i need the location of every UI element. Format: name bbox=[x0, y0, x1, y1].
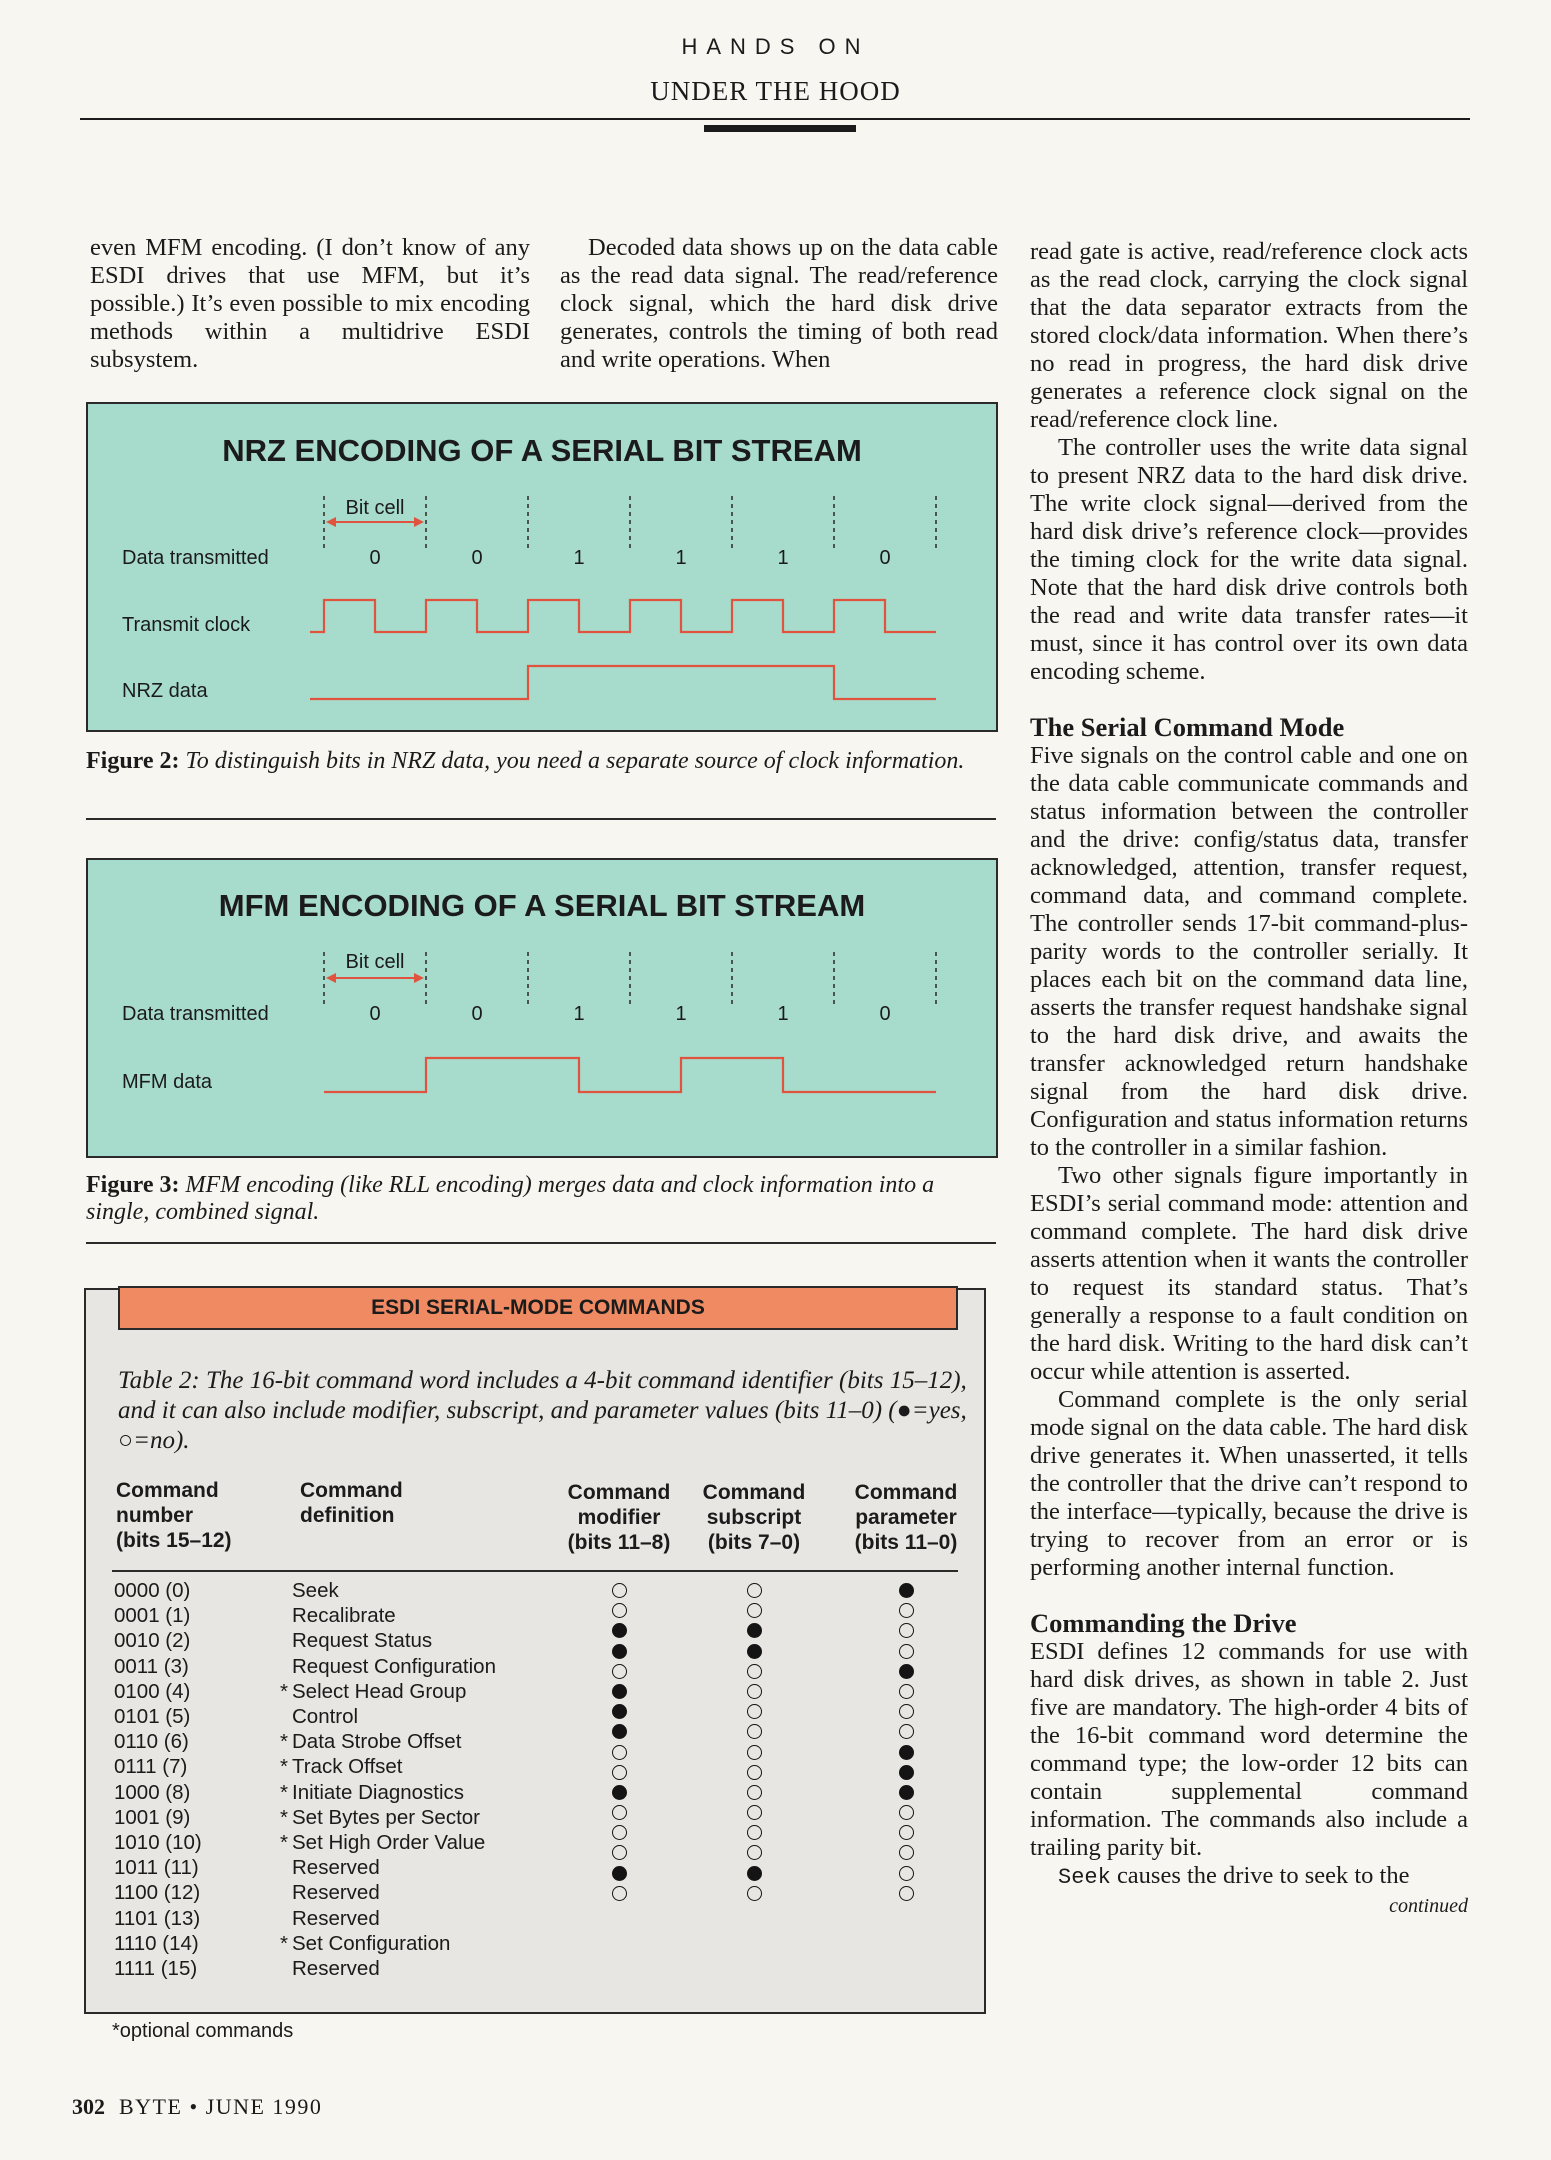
cell-command-number: 0100 (4) bbox=[114, 1679, 191, 1703]
empty-circle-icon bbox=[747, 1684, 762, 1699]
cell-command-number: 1110 (14) bbox=[114, 1931, 199, 1955]
transmit-clock-signal bbox=[310, 600, 936, 632]
cell-command-number: 1111 (15) bbox=[114, 1957, 198, 1981]
definition-text: Select Head Group bbox=[292, 1679, 467, 1703]
bit-value: 1 bbox=[675, 547, 687, 569]
definition-text: Set High Order Value bbox=[292, 1831, 486, 1855]
definition-text: Set Bytes per Sector bbox=[292, 1805, 481, 1829]
empty-circle-icon bbox=[612, 1603, 627, 1618]
filled-circle-icon bbox=[612, 1704, 627, 1719]
optional-asterisk: * bbox=[280, 1831, 288, 1855]
bit-cell-label: Bit cell bbox=[345, 951, 405, 973]
definition-text: Recalibrate bbox=[292, 1604, 396, 1628]
page-footer bbox=[72, 2094, 322, 2120]
nrz-data-signal bbox=[310, 666, 936, 699]
empty-circle-icon bbox=[747, 1583, 762, 1598]
optional-asterisk: * bbox=[280, 1931, 288, 1955]
definition-text: Initiate Diagnostics bbox=[292, 1780, 465, 1804]
column-command-parameter bbox=[891, 1578, 921, 1906]
empty-circle-icon bbox=[899, 1845, 914, 1860]
cell-command-definition bbox=[280, 1679, 560, 1704]
figure-3-caption: Figure 3: MFM encoding (like RLL encoding) merges data and clock information into a single, combined signal. bbox=[86, 1172, 935, 1225]
cell-command-definition bbox=[280, 1729, 560, 1754]
filled-circle-icon bbox=[612, 1785, 627, 1800]
filled-circle-icon bbox=[899, 1664, 914, 1679]
paragraph: Decoded data shows up on the data cable as the read data signal. The read/reference clock signal, which the hard disk drive generates, controls the timing of both read and write operations. When bbox=[560, 234, 998, 373]
cell-command-number: 1001 (9) bbox=[114, 1805, 191, 1829]
section-title: UNDER THE HOOD bbox=[650, 76, 901, 106]
definition-text: Set Configuration bbox=[292, 1931, 451, 1955]
bit-value: 1 bbox=[777, 1003, 789, 1025]
empty-circle-icon bbox=[747, 1704, 762, 1719]
filled-circle-icon bbox=[899, 1765, 914, 1780]
table-footnote: *optional commands bbox=[112, 2020, 294, 2042]
optional-asterisk: * bbox=[280, 1730, 288, 1754]
mfm-data-signal bbox=[324, 1058, 936, 1092]
cell-command-number: 1100 (12) bbox=[114, 1881, 201, 1905]
column-1-text bbox=[90, 234, 530, 374]
empty-circle-icon bbox=[899, 1684, 914, 1699]
bit-value: 0 bbox=[369, 1003, 381, 1025]
row-label-data-transmitted: Data transmitted bbox=[122, 547, 269, 569]
empty-circle-icon bbox=[747, 1765, 762, 1780]
header-command-number: Command number (bits 15–12) bbox=[116, 1479, 232, 1552]
definition-text: Reserved bbox=[292, 1957, 380, 1981]
figure-3-title: MFM ENCODING OF A SERIAL BIT STREAM bbox=[218, 888, 866, 923]
cell-command-definition bbox=[280, 1628, 560, 1653]
row-label-transmit-clock: Transmit clock bbox=[122, 614, 251, 636]
arrow-left-icon bbox=[326, 517, 336, 527]
magazine-issue: BYTE • JUNE 1990 bbox=[119, 2094, 323, 2119]
cell-command-definition bbox=[280, 1654, 560, 1679]
empty-circle-icon bbox=[899, 1603, 914, 1618]
bit-value: 0 bbox=[471, 1003, 483, 1025]
cell-command-number: 0111 (7) bbox=[114, 1755, 188, 1779]
filled-circle-icon bbox=[747, 1623, 762, 1638]
page-number: 302 bbox=[72, 2094, 105, 2119]
definition-text: Reserved bbox=[292, 1856, 380, 1880]
row-label-nrz-data: NRZ data bbox=[122, 680, 208, 702]
bit-value: 0 bbox=[471, 547, 483, 569]
cell-command-number: 0000 (0) bbox=[114, 1579, 191, 1602]
cell-command-number: 0101 (5) bbox=[114, 1705, 191, 1729]
header-command-subscript: Command subscript (bits 7–0) bbox=[702, 1481, 806, 1554]
figure-3-rule bbox=[86, 1242, 996, 1244]
cell-command-number: 1101 (13) bbox=[114, 1906, 201, 1930]
filled-circle-icon bbox=[899, 1583, 914, 1598]
empty-circle-icon bbox=[612, 1886, 627, 1901]
table-2-caption: Table 2: The 16-bit command word includes a 4-bit command identifier (bits 15–12), and it can also include modifier, subscript, and parameter values (bits 11–0) (●=yes, ○=no). bbox=[118, 1367, 967, 1454]
empty-circle-icon bbox=[612, 1583, 627, 1598]
column-command-definition bbox=[280, 1578, 560, 1981]
bit-value: 1 bbox=[675, 1003, 687, 1025]
optional-asterisk: * bbox=[280, 1805, 288, 1829]
empty-circle-icon bbox=[747, 1745, 762, 1760]
filled-circle-icon bbox=[612, 1724, 627, 1739]
cell-command-definition bbox=[280, 1603, 560, 1628]
bit-value: 1 bbox=[777, 547, 789, 569]
section-kicker: HANDS ON bbox=[681, 34, 870, 59]
cell-command-number: 0010 (2) bbox=[114, 1629, 191, 1653]
empty-circle-icon bbox=[747, 1886, 762, 1901]
empty-circle-icon bbox=[612, 1805, 627, 1820]
row-label-mfm-data: MFM data bbox=[122, 1071, 213, 1093]
empty-circle-icon bbox=[899, 1623, 914, 1638]
arrow-left-icon bbox=[326, 973, 336, 983]
header-bar bbox=[704, 125, 856, 132]
empty-circle-icon bbox=[747, 1785, 762, 1800]
bit-value: 0 bbox=[369, 547, 381, 569]
definition-text: Reserved bbox=[292, 1881, 380, 1905]
cell-command-definition bbox=[280, 1704, 560, 1729]
arrow-right-icon bbox=[414, 973, 424, 983]
filled-circle-icon bbox=[612, 1623, 627, 1638]
paragraph: Command complete is the only serial mode signal on the data cable. The hard disk drive generates it. When unasserted, it tells the controller that the drive can’t respond to the interface—typically, because the drive is trying to recover from an error or is performing another internal function. bbox=[1030, 1386, 1468, 1581]
bit-cell-label: Bit cell bbox=[345, 497, 405, 519]
cell-command-definition bbox=[280, 1830, 560, 1855]
filled-circle-icon bbox=[747, 1644, 762, 1659]
arrow-right-icon bbox=[414, 517, 424, 527]
cell-command-number: 0001 (1) bbox=[114, 1604, 191, 1628]
paragraph: read gate is active, read/reference clock acts as the read clock, carrying the clock signal that the data separator extracts from the stored clock/data information. When there’s no read in progress, the hard disk drive generates a reference clock signal on the read/reference clock line. bbox=[1030, 238, 1468, 433]
header-command-definition: Command definition bbox=[300, 1479, 403, 1527]
paragraph: Seek causes the drive to seek to the bbox=[1058, 1862, 1410, 1890]
empty-circle-icon bbox=[747, 1664, 762, 1679]
table-2-title: ESDI SERIAL-MODE COMMANDS bbox=[118, 1286, 958, 1330]
empty-circle-icon bbox=[747, 1825, 762, 1840]
empty-circle-icon bbox=[612, 1825, 627, 1840]
figure-2-caption: Figure 2: To distinguish bits in NRZ data, you need a separate source of clock information. bbox=[86, 748, 965, 774]
definition-text: Control bbox=[292, 1705, 359, 1729]
row-label-data-transmitted: Data transmitted bbox=[122, 1003, 269, 1025]
cell-command-number: 0011 (3) bbox=[114, 1654, 189, 1678]
column-command-modifier bbox=[604, 1578, 634, 1906]
empty-circle-icon bbox=[612, 1765, 627, 1780]
paragraph: ESDI defines 12 commands for use with hard disk drives, as shown in table 2. Just five are mandatory. The high-order 4 bits of the 16-bit command word determine the command type; the low-order 12 bits can contain supplemental command information. The commands also include a trailing parity bit. bbox=[1030, 1638, 1468, 1861]
filled-circle-icon bbox=[612, 1684, 627, 1699]
paragraph: Two other signals figure importantly in ESDI’s serial command mode: attention and command complete. The hard disk drive asserts attention when it wants the controller to request its standard status. That’s generally a response to a fault condition on the hard disk. Writing to the hard disk can’t occur while attention is asserted. bbox=[1030, 1162, 1468, 1385]
column-2-text bbox=[560, 234, 998, 374]
figure-2-rule bbox=[86, 818, 996, 820]
cell-command-definition bbox=[280, 1906, 560, 1931]
empty-circle-icon bbox=[899, 1704, 914, 1719]
empty-circle-icon bbox=[612, 1845, 627, 1860]
optional-asterisk: * bbox=[280, 1755, 288, 1779]
continued-label: continued bbox=[1389, 1895, 1468, 1917]
empty-circle-icon bbox=[612, 1745, 627, 1760]
column-command-subscript bbox=[739, 1578, 769, 1906]
empty-circle-icon bbox=[899, 1724, 914, 1739]
cell-command-definition bbox=[280, 1780, 560, 1805]
code-seek: Seek bbox=[1058, 1865, 1111, 1890]
paragraph: Five signals on the control cable and one on the data cable communicate commands and status information between the controller and the drive: config/status data, transfer acknowledged, attention, transfer request, command data, and command complete. The controller sends 17-bit command-plus-parity words to the controller serially. It places each bit on the command data line, asserts the transfer request handshake signal to the hard disk drive, and awaits the transfer acknowledged return handshake signal from the hard disk drive. Configuration and status information returns to the controller in a similar fashion. bbox=[1030, 742, 1468, 1161]
empty-circle-icon bbox=[899, 1886, 914, 1901]
cell-command-number: 1000 (8) bbox=[114, 1780, 191, 1804]
definition-text: Request Configuration bbox=[292, 1654, 496, 1678]
bit-value: 0 bbox=[879, 1003, 891, 1025]
cell-command-definition bbox=[280, 1578, 560, 1603]
figure-3-diagram bbox=[86, 858, 998, 1158]
paragraph: even MFM encoding. (I don’t know of any ESDI drives that use MFM, but it’s possible.) It’s even possible to mix encoding methods within a multidrive ESDI subsystem. bbox=[90, 234, 530, 373]
empty-circle-icon bbox=[747, 1603, 762, 1618]
empty-circle-icon bbox=[899, 1644, 914, 1659]
definition-text: Track Offset bbox=[292, 1755, 403, 1779]
cell-command-definition bbox=[280, 1805, 560, 1830]
filled-circle-icon bbox=[612, 1866, 627, 1881]
filled-circle-icon bbox=[899, 1785, 914, 1800]
header-command-modifier: Command modifier (bits 11–8) bbox=[567, 1481, 671, 1554]
cell-command-number: 0110 (6) bbox=[114, 1730, 189, 1754]
bit-value: 1 bbox=[573, 1003, 585, 1025]
empty-circle-icon bbox=[747, 1724, 762, 1739]
filled-circle-icon bbox=[899, 1745, 914, 1760]
empty-circle-icon bbox=[899, 1805, 914, 1820]
header-command-parameter: Command parameter (bits 11–0) bbox=[854, 1481, 958, 1554]
definition-text: Reserved bbox=[292, 1906, 380, 1930]
filled-circle-icon bbox=[612, 1644, 627, 1659]
filled-circle-icon bbox=[747, 1866, 762, 1881]
definition-text: Seek bbox=[292, 1579, 339, 1602]
cell-command-definition bbox=[280, 1931, 560, 1956]
definition-text: Data Strobe Offset bbox=[292, 1730, 462, 1754]
cell-command-definition bbox=[280, 1956, 560, 1981]
empty-circle-icon bbox=[899, 1866, 914, 1881]
definition-text: Request Status bbox=[292, 1629, 433, 1653]
cell-command-number: 1010 (10) bbox=[114, 1831, 202, 1855]
figure-2-title: NRZ ENCODING OF A SERIAL BIT STREAM bbox=[222, 433, 862, 468]
header-rule bbox=[80, 118, 1470, 120]
subheading-commanding-the-drive: Commanding the Drive bbox=[1030, 1608, 1297, 1638]
empty-circle-icon bbox=[899, 1825, 914, 1840]
subheading-serial-command-mode: The Serial Command Mode bbox=[1030, 712, 1345, 742]
paragraph: The controller uses the write data signal to present NRZ data to the hard disk drive. The write clock signal—derived from the hard disk drive’s reference clock—provides the timing clock for the write data signal. Note that the hard disk drive controls both the read and write data transfer rates—it must, since it has control over its own data encoding scheme. bbox=[1030, 434, 1468, 685]
bit-value: 0 bbox=[879, 547, 891, 569]
optional-asterisk: * bbox=[280, 1780, 288, 1804]
cell-command-definition bbox=[280, 1880, 560, 1905]
column-3-text bbox=[1030, 238, 1468, 1920]
bit-value: 1 bbox=[573, 547, 585, 569]
cell-command-definition bbox=[280, 1855, 560, 1880]
optional-asterisk: * bbox=[280, 1679, 288, 1703]
table-header-rule bbox=[112, 1570, 958, 1572]
empty-circle-icon bbox=[747, 1845, 762, 1860]
cell-command-number: 1011 (11) bbox=[114, 1856, 199, 1880]
column-command-number bbox=[114, 1578, 284, 1981]
cell-command-definition bbox=[280, 1754, 560, 1779]
empty-circle-icon bbox=[747, 1805, 762, 1820]
empty-circle-icon bbox=[612, 1664, 627, 1679]
figure-2-diagram bbox=[86, 402, 998, 732]
